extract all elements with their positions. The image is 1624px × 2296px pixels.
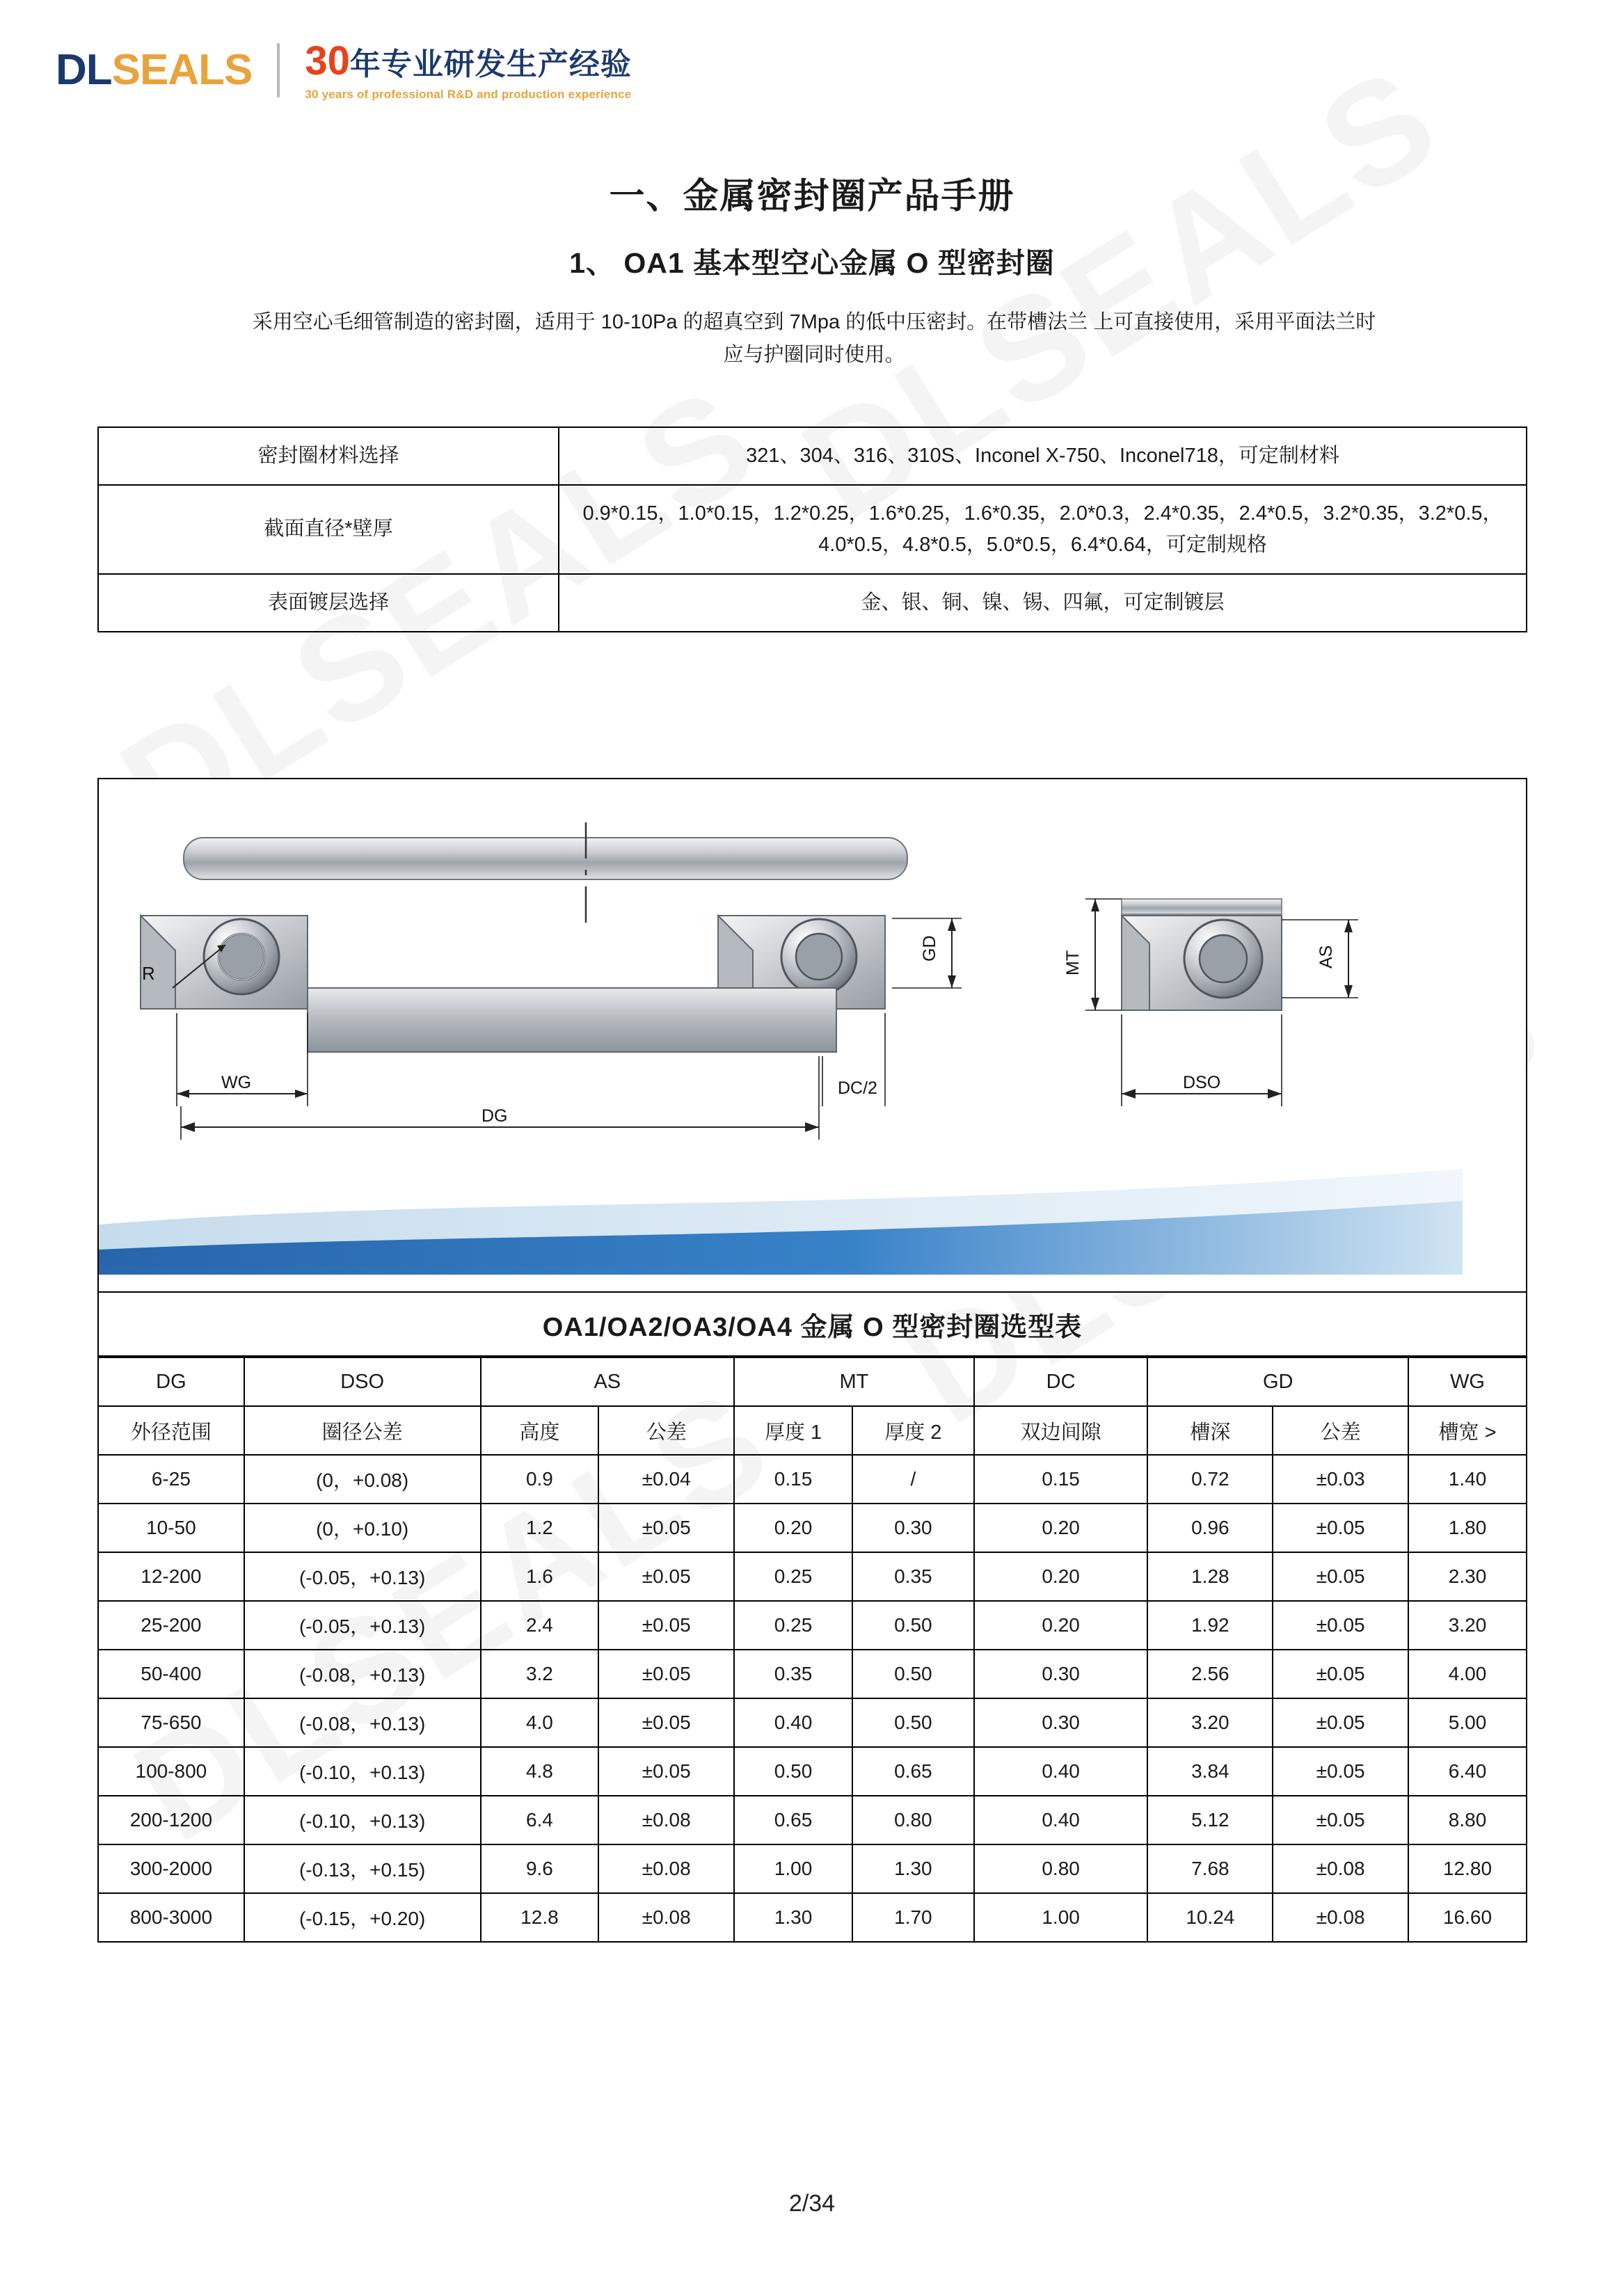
cell-dg: 50-400 xyxy=(98,1650,244,1698)
logo-text-seals: SEALS xyxy=(111,46,253,95)
cell-gd-tol: ±0.05 xyxy=(1273,1552,1408,1601)
cell-as-tol: ±0.05 xyxy=(598,1601,734,1650)
table-row xyxy=(98,1455,1527,1504)
cell-gd-tol: ±0.05 xyxy=(1273,1601,1408,1650)
subheader-height: 高度 xyxy=(481,1406,599,1455)
slogan-english: 30 years of professional R&D and production experience xyxy=(305,87,632,101)
cell-wg: 2.30 xyxy=(1408,1552,1527,1601)
cell-as-height: 1.2 xyxy=(481,1504,599,1552)
cell-mt1: 0.40 xyxy=(734,1698,852,1747)
table-row xyxy=(98,1504,1527,1552)
table-row xyxy=(98,427,1527,485)
table-header-row-2 xyxy=(98,1406,1527,1455)
header-mt: MT xyxy=(734,1357,974,1406)
cell-mt2: 0.80 xyxy=(852,1796,974,1844)
cell-mt2: 0.50 xyxy=(852,1650,974,1698)
cell-dg: 25-200 xyxy=(98,1601,244,1650)
header-dc: DC xyxy=(974,1357,1148,1406)
page-footer: 2/34 xyxy=(788,2190,836,2217)
cell-dc: 0.30 xyxy=(974,1698,1148,1747)
table-row xyxy=(98,1698,1527,1747)
cell-dso: (-0.10，+0.13) xyxy=(244,1747,481,1796)
cell-dso: (-0.05，+0.13) xyxy=(244,1601,481,1650)
subheader-double-gap: 双边间隙 xyxy=(974,1406,1148,1455)
cell-wg: 5.00 xyxy=(1408,1698,1527,1747)
subheader-groove-depth: 槽深 xyxy=(1147,1406,1273,1455)
cell-gd-tol: ±0.08 xyxy=(1273,1893,1408,1942)
cell-mt1: 0.50 xyxy=(734,1747,852,1796)
cell-dso: (-0.15，+0.20) xyxy=(244,1893,481,1942)
cell-mt2: 0.30 xyxy=(852,1504,974,1552)
cell-mt2: 0.50 xyxy=(852,1601,974,1650)
cell-mt2: / xyxy=(852,1455,974,1504)
cell-wg: 1.80 xyxy=(1408,1504,1527,1552)
cell-mt1: 0.65 xyxy=(734,1796,852,1844)
intro-line-2: 上可直接使用，采用平面法兰时应与护圈同时使用。 xyxy=(723,311,1376,366)
cell-gd-depth: 7.68 xyxy=(1147,1844,1273,1893)
cell-dc: 0.20 xyxy=(974,1601,1148,1650)
logo-divider xyxy=(277,43,280,97)
cell-as-height: 1.6 xyxy=(481,1552,599,1601)
cell-as-height: 2.4 xyxy=(481,1601,599,1650)
table-row xyxy=(98,1552,1527,1601)
cell-wg: 4.00 xyxy=(1408,1650,1527,1698)
table-row xyxy=(98,1601,1527,1650)
cell-dso: (-0.13，+0.15) xyxy=(244,1844,481,1893)
slogan-chinese xyxy=(305,39,632,83)
cell-as-height: 4.0 xyxy=(481,1698,599,1747)
cell-as-tol: ±0.05 xyxy=(598,1504,734,1552)
cell-dc: 0.20 xyxy=(974,1504,1148,1552)
table-row xyxy=(98,1747,1527,1796)
company-logo xyxy=(56,39,632,102)
cell-gd-depth: 1.92 xyxy=(1147,1601,1273,1650)
header-dg: DG xyxy=(98,1357,244,1406)
cell-wg: 8.80 xyxy=(1408,1796,1527,1844)
cell-gd-tol: ±0.05 xyxy=(1273,1698,1408,1747)
logo-wordmark xyxy=(56,45,252,95)
cell-wg: 3.20 xyxy=(1408,1601,1527,1650)
cell-gd-depth: 3.20 xyxy=(1147,1698,1273,1747)
cell-gd-depth: 3.84 xyxy=(1147,1747,1273,1796)
slogan-years-number: 30 xyxy=(305,38,350,83)
cell-dc: 0.20 xyxy=(974,1552,1148,1601)
subheader-ring-tolerance: 圈径公差 xyxy=(244,1406,481,1455)
cell-as-height: 0.9 xyxy=(481,1455,599,1504)
drawing-label-dg: DG xyxy=(481,1106,508,1126)
cell-dso: (0，+0.08) xyxy=(244,1455,481,1504)
technical-drawing xyxy=(97,778,1527,1293)
slogan-chinese-text: 年专业研发生产经验 xyxy=(349,47,632,81)
spec-label-material: 密封圈材料选择 xyxy=(98,427,559,485)
table-row xyxy=(98,1844,1527,1893)
subheader-groove-width: 槽宽 > xyxy=(1408,1406,1527,1455)
cell-as-height: 12.8 xyxy=(481,1893,599,1942)
cell-dg: 12-200 xyxy=(98,1552,244,1601)
cell-gd-depth: 0.72 xyxy=(1147,1455,1273,1504)
table-row xyxy=(98,574,1527,632)
page-header xyxy=(0,0,1624,132)
header-dso: DSO xyxy=(244,1357,481,1406)
subheader-od-range: 外径范围 xyxy=(98,1406,244,1455)
cell-as-tol: ±0.08 xyxy=(598,1893,734,1942)
header-as: AS xyxy=(481,1357,735,1406)
drawing-label-mt: MT xyxy=(1063,950,1083,975)
cell-mt1: 0.15 xyxy=(734,1455,852,1504)
cell-mt1: 0.35 xyxy=(734,1650,852,1698)
table-header-row-1 xyxy=(98,1357,1527,1406)
cell-mt1: 0.25 xyxy=(734,1601,852,1650)
cell-dc: 1.00 xyxy=(974,1893,1148,1942)
cell-mt2: 1.30 xyxy=(852,1844,974,1893)
intro-paragraph xyxy=(250,306,1378,372)
cell-wg: 16.60 xyxy=(1408,1893,1527,1942)
drawing-label-r: R xyxy=(142,963,155,984)
cell-dso: (0，+0.10) xyxy=(244,1504,481,1552)
table-row xyxy=(98,1796,1527,1844)
cell-dc: 0.15 xyxy=(974,1455,1148,1504)
cell-mt1: 1.30 xyxy=(734,1893,852,1942)
cell-gd-tol: ±0.03 xyxy=(1273,1455,1408,1504)
cell-dg: 10-50 xyxy=(98,1504,244,1552)
cell-dg: 300-2000 xyxy=(98,1844,244,1893)
drawing-label-wg: WG xyxy=(221,1073,252,1092)
drawing-label-dc2: DC/2 xyxy=(838,1078,877,1098)
cell-as-tol: ±0.08 xyxy=(598,1796,734,1844)
cell-as-height: 9.6 xyxy=(481,1844,599,1893)
cell-as-tol: ±0.05 xyxy=(598,1650,734,1698)
subheader-height-tolerance: 公差 xyxy=(598,1406,734,1455)
cell-gd-tol: ±0.08 xyxy=(1273,1844,1408,1893)
cell-mt2: 0.50 xyxy=(852,1698,974,1747)
cell-mt1: 0.25 xyxy=(734,1552,852,1601)
cell-mt2: 0.65 xyxy=(852,1747,974,1796)
cell-dc: 0.30 xyxy=(974,1650,1148,1698)
table-row xyxy=(98,485,1527,574)
cell-as-height: 4.8 xyxy=(481,1747,599,1796)
cell-dc: 0.40 xyxy=(974,1747,1148,1796)
cell-mt2: 0.35 xyxy=(852,1552,974,1601)
cell-wg: 12.80 xyxy=(1408,1844,1527,1893)
cell-as-tol: ±0.05 xyxy=(598,1698,734,1747)
subheader-thickness-1: 厚度 1 xyxy=(734,1406,852,1455)
spec-label-plating: 表面镀层选择 xyxy=(98,574,559,632)
section-title: 1、 OA1 基本型空心金属 O 型密封圈 xyxy=(569,247,1055,279)
drawing-svg xyxy=(99,779,1526,1291)
cell-dg: 6-25 xyxy=(98,1455,244,1504)
selection-table-title: OA1/OA2/OA3/OA4 金属 O 型密封圈选型表 xyxy=(97,1293,1527,1357)
drawing-label-gd: GD xyxy=(920,935,939,962)
cell-gd-depth: 2.56 xyxy=(1147,1650,1273,1698)
cell-gd-depth: 0.96 xyxy=(1147,1504,1273,1552)
table-row xyxy=(98,1893,1527,1942)
slogan-block xyxy=(305,39,632,102)
cell-gd-tol: ±0.05 xyxy=(1273,1504,1408,1552)
spec-value-plating: 金、银、铜、镍、锡、四氟，可定制镀层 xyxy=(559,574,1527,632)
selection-table xyxy=(97,1357,1527,1943)
cell-as-tol: ±0.05 xyxy=(598,1747,734,1796)
cell-wg: 6.40 xyxy=(1408,1747,1527,1796)
header-gd: GD xyxy=(1147,1357,1408,1406)
drawing-label-as: AS xyxy=(1316,945,1336,968)
cell-gd-tol: ±0.05 xyxy=(1273,1650,1408,1698)
cell-dg: 200-1200 xyxy=(98,1796,244,1844)
cell-gd-depth: 5.12 xyxy=(1147,1796,1273,1844)
subheader-thickness-2: 厚度 2 xyxy=(852,1406,974,1455)
cell-dg: 100-800 xyxy=(98,1747,244,1796)
intro-line-1: 采用空心毛细管制造的密封圈，适用于 10-10Pa 的超真空到 7Mpa 的低中压密封。在带槽法兰 xyxy=(252,311,1088,333)
cell-dso: (-0.10，+0.13) xyxy=(244,1796,481,1844)
spec-label-section: 截面直径*壁厚 xyxy=(98,485,559,574)
cell-dso: (-0.05，+0.13) xyxy=(244,1552,481,1601)
cell-as-tol: ±0.08 xyxy=(598,1844,734,1893)
cell-as-tol: ±0.05 xyxy=(598,1552,734,1601)
cell-dc: 0.80 xyxy=(974,1844,1148,1893)
cell-dso: (-0.08，+0.13) xyxy=(244,1698,481,1747)
header-wg: WG xyxy=(1408,1357,1527,1406)
cell-gd-tol: ±0.05 xyxy=(1273,1796,1408,1844)
page-title: 一、金属密封圈产品手册 xyxy=(609,176,1015,216)
cell-mt2: 1.70 xyxy=(852,1893,974,1942)
cell-wg: 1.40 xyxy=(1408,1455,1527,1504)
cell-dso: (-0.08，+0.13) xyxy=(244,1650,481,1698)
cell-mt1: 1.00 xyxy=(734,1844,852,1893)
logo-text-dl: DL xyxy=(56,46,112,95)
cell-as-height: 3.2 xyxy=(481,1650,599,1698)
cell-dc: 0.40 xyxy=(974,1796,1148,1844)
drawing-label-dso: DSO xyxy=(1183,1073,1221,1092)
table-row xyxy=(98,1650,1527,1698)
cell-dg: 75-650 xyxy=(98,1698,244,1747)
cell-mt1: 0.20 xyxy=(734,1504,852,1552)
spec-table xyxy=(97,426,1527,632)
cell-dg: 800-3000 xyxy=(98,1893,244,1942)
cell-as-height: 6.4 xyxy=(481,1796,599,1844)
subheader-groove-tolerance: 公差 xyxy=(1273,1406,1408,1455)
spec-value-section: 0.9*0.15，1.0*0.15，1.2*0.25，1.6*0.25，1.6*0.35，2.0*0.3，2.4*0.35，2.4*0.5，3.2*0.35，3.2*0.5，4.0*0.5，4.8*0.5，5.0*0.5，6.4*0.64，可定制规格 xyxy=(559,485,1527,574)
spec-value-material: 321、304、316、310S、Inconel X-750、Inconel718，可定制材料 xyxy=(559,427,1527,485)
cell-gd-depth: 10.24 xyxy=(1147,1893,1273,1942)
cell-gd-tol: ±0.05 xyxy=(1273,1747,1408,1796)
cell-as-tol: ±0.04 xyxy=(598,1455,734,1504)
cell-gd-depth: 1.28 xyxy=(1147,1552,1273,1601)
